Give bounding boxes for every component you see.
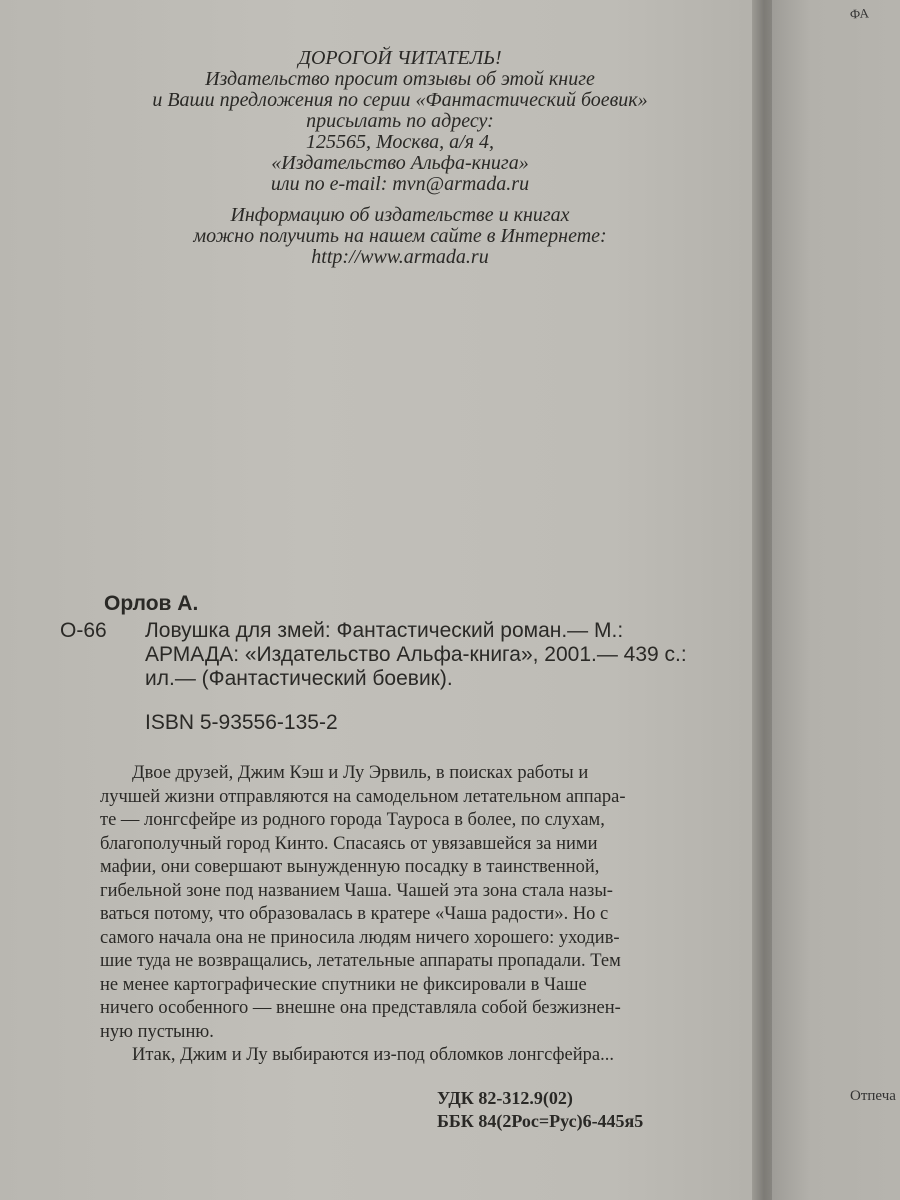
annotation-line: ную пустыню. bbox=[100, 1021, 214, 1042]
notice-line: 125565, Москва, а/я 4, bbox=[305, 131, 494, 153]
annotation-line: лучшей жизни отправляются на самодельном летательном аппара- bbox=[100, 786, 626, 807]
annotation-line: ничего особенного — внешне она представляла собой безжизнен- bbox=[100, 998, 621, 1018]
annotation-line: шие туда не возвращались, летательные аппараты пропадали. Тем bbox=[100, 951, 621, 971]
annotation-line: гибельной зоне под названием Чаша. Чашей эта зона стала назы- bbox=[100, 880, 613, 901]
catalog-line: АРМАДА: «Издательство Альфа-книга», 2001.— 439 с.: bbox=[145, 643, 687, 666]
isbn: ISBN 5-93556-135-2 bbox=[145, 711, 338, 734]
reader-notice bbox=[80, 48, 720, 268]
classification bbox=[437, 1087, 643, 1133]
notice-line: или по e-mail: mvn@armada.ru bbox=[270, 173, 530, 195]
notice-line: присылать по адресу: bbox=[306, 110, 494, 132]
adjacent-page bbox=[772, 0, 900, 1200]
annotation-line: те — лонгсфейре из родного города Тауроса в более, по слухам, bbox=[100, 810, 605, 830]
catalog-author: Орлов А. bbox=[104, 592, 199, 615]
catalog-line: ил.— (Фантастический боевик). bbox=[145, 667, 453, 690]
annotation-line: благополучный город Кинто. Спасаясь от увязавшейся за ними bbox=[100, 833, 598, 854]
notice-line: можно получить на нашем сайте в Интернете: bbox=[193, 225, 607, 247]
annotation-line: Двое друзей, Джим Кэш и Лу Эрвиль, в поисках работы и bbox=[132, 763, 589, 783]
udk-code: УДК 82-312.9(02) bbox=[437, 1088, 573, 1108]
bbk-code: ББК 84(2Рос=Рус)6-445я5 bbox=[437, 1111, 644, 1131]
notice-line: «Издательство Альфа-книга» bbox=[271, 152, 529, 174]
notice-line: и Ваши предложения по серии «Фантастический боевик» bbox=[152, 89, 648, 111]
annotation bbox=[100, 762, 700, 1068]
catalog-code: О-66 bbox=[60, 619, 107, 642]
catalog-line: Ловушка для змей: Фантастический роман.— М.: bbox=[145, 619, 624, 642]
notice-line: Информацию об издательстве и книгах bbox=[230, 204, 570, 226]
annotation-line: мафии, они совершают вынужденную посадку в таинственной, bbox=[100, 857, 600, 877]
notice-line: ДОРОГОЙ ЧИТАТЕЛЬ! bbox=[298, 47, 502, 69]
annotation-line: самого начала она не приносила людям ничего хорошего: уходив- bbox=[100, 927, 620, 948]
annotation-line: Итак, Джим и Лу выбираются из-под обломков лонгсфейра... bbox=[132, 1045, 614, 1065]
notice-line: http://www.armada.ru bbox=[311, 246, 489, 268]
adjacent-page-top-fragment: ФА bbox=[849, 5, 870, 22]
book-gutter bbox=[752, 0, 774, 1200]
annotation-line: ваться потому, что образовалась в кратере «Чаша радости». Но с bbox=[100, 904, 609, 924]
adjacent-page-bottom-fragment: Отпеча bbox=[850, 1088, 896, 1104]
annotation-line: не менее картографические спутники не фиксировали в Чаше bbox=[100, 974, 587, 995]
notice-line: Издательство просит отзывы об этой книге bbox=[205, 68, 595, 90]
